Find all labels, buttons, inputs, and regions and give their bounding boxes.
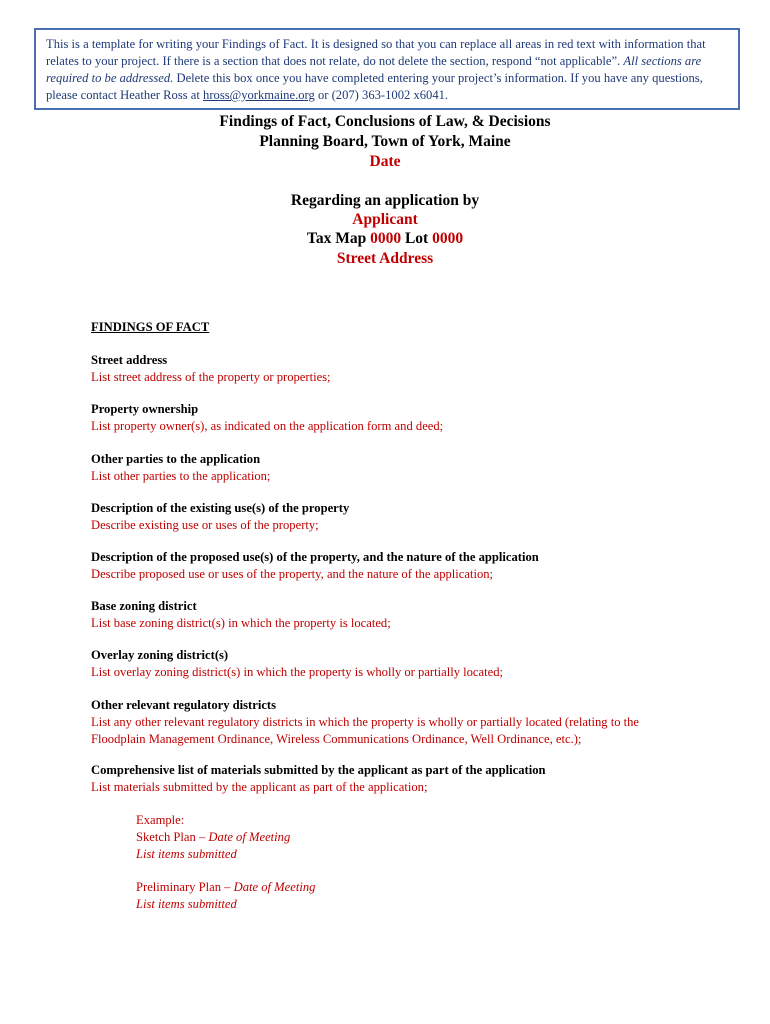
section-title: Comprehensive list of materials submitted by the applicant as part of the application (91, 763, 546, 777)
section-body: Describe existing use or uses of the property; (91, 518, 319, 532)
regarding-line: Regarding an application by (290, 192, 480, 209)
sketch-plan-line (136, 829, 315, 846)
preliminary-plan-date: Date of Meeting (233, 880, 316, 894)
tax-map-lot-line (0, 230, 770, 248)
section-body: List any other relevant regulatory districts in which the property is wholly or partially located (relating to the Floodplain Management Ordinance, Wireless Communications Ordinance, Well Ordinance, etc.); (91, 715, 640, 746)
section-property-ownership (91, 401, 691, 435)
section-proposed-use (91, 549, 691, 583)
section-body: List other parties to the application; (91, 469, 271, 483)
instruction-text-2: Delete this box once you have completed entering your project’s information. If you have any questions, please contact Heather Ross at (46, 71, 703, 102)
section-street-address (91, 352, 691, 386)
preliminary-plan-prefix: Preliminary Plan – (136, 880, 231, 894)
section-title: Base zoning district (91, 599, 197, 613)
section-title: Description of the existing use(s) of the property (91, 501, 350, 515)
section-other-parties (91, 451, 691, 485)
tax-map-value: 0000 (370, 230, 402, 247)
street-address-placeholder: Street Address (336, 250, 434, 267)
section-other-regulatory (91, 697, 691, 748)
section-body: List street address of the property or properties; (91, 370, 331, 384)
contact-email-link[interactable]: hross@yorkmaine.org (203, 88, 315, 102)
section-overlay-zoning (91, 647, 691, 681)
section-base-zoning (91, 598, 691, 632)
example-label: Example: (136, 813, 185, 827)
section-body: Describe proposed use or uses of the property, and the nature of the application; (91, 567, 494, 581)
date-placeholder: Date (369, 153, 401, 170)
instruction-text-3: or (207) 363-1002 x6041. (317, 88, 449, 102)
section-body: List property owner(s), as indicated on the application form and deed; (91, 419, 444, 433)
preliminary-plan-line (136, 879, 315, 896)
lot-value: 0000 (432, 230, 464, 247)
document-title-line-2: Planning Board, Town of York, Maine (259, 133, 511, 150)
lot-label: Lot (404, 230, 429, 247)
instruction-text-1: This is a template for writing your Findings of Fact. It is designed so that you can replace all areas in red text with information that relates to your project. If there is a section that does not relate, do not delete the section, respond “not applicable”. (46, 37, 706, 68)
applicant-placeholder: Applicant (352, 211, 418, 228)
section-title: Property ownership (91, 402, 199, 416)
section-materials-list (91, 762, 691, 796)
section-body: List overlay zoning district(s) in which the property is wholly or partially located; (91, 665, 503, 679)
tax-map-label: Tax Map (306, 230, 367, 247)
sketch-plan-items: List items submitted (136, 847, 237, 861)
section-existing-use (91, 500, 691, 534)
sketch-plan-date: Date of Meeting (208, 830, 291, 844)
section-title: Other parties to the application (91, 452, 261, 466)
section-title: Street address (91, 353, 168, 367)
instruction-text-italic: All sections are required to be addressed. (46, 54, 702, 85)
section-body: List materials submitted by the applicant as part of the application; (91, 780, 428, 794)
section-title: Other relevant regulatory districts (91, 698, 277, 712)
instruction-box (34, 28, 740, 110)
document-title-line-1: Findings of Fact, Conclusions of Law, & Decisions (219, 113, 551, 130)
example-block (136, 812, 315, 913)
section-title: Description of the proposed use(s) of the property, and the nature of the application (91, 550, 539, 564)
section-title: Overlay zoning district(s) (91, 648, 229, 662)
sketch-plan-prefix: Sketch Plan – (136, 830, 206, 844)
findings-of-fact-heading: FINDINGS OF FACT (91, 320, 210, 334)
section-body: List base zoning district(s) in which the property is located; (91, 616, 391, 630)
preliminary-plan-items: List items submitted (136, 897, 237, 911)
